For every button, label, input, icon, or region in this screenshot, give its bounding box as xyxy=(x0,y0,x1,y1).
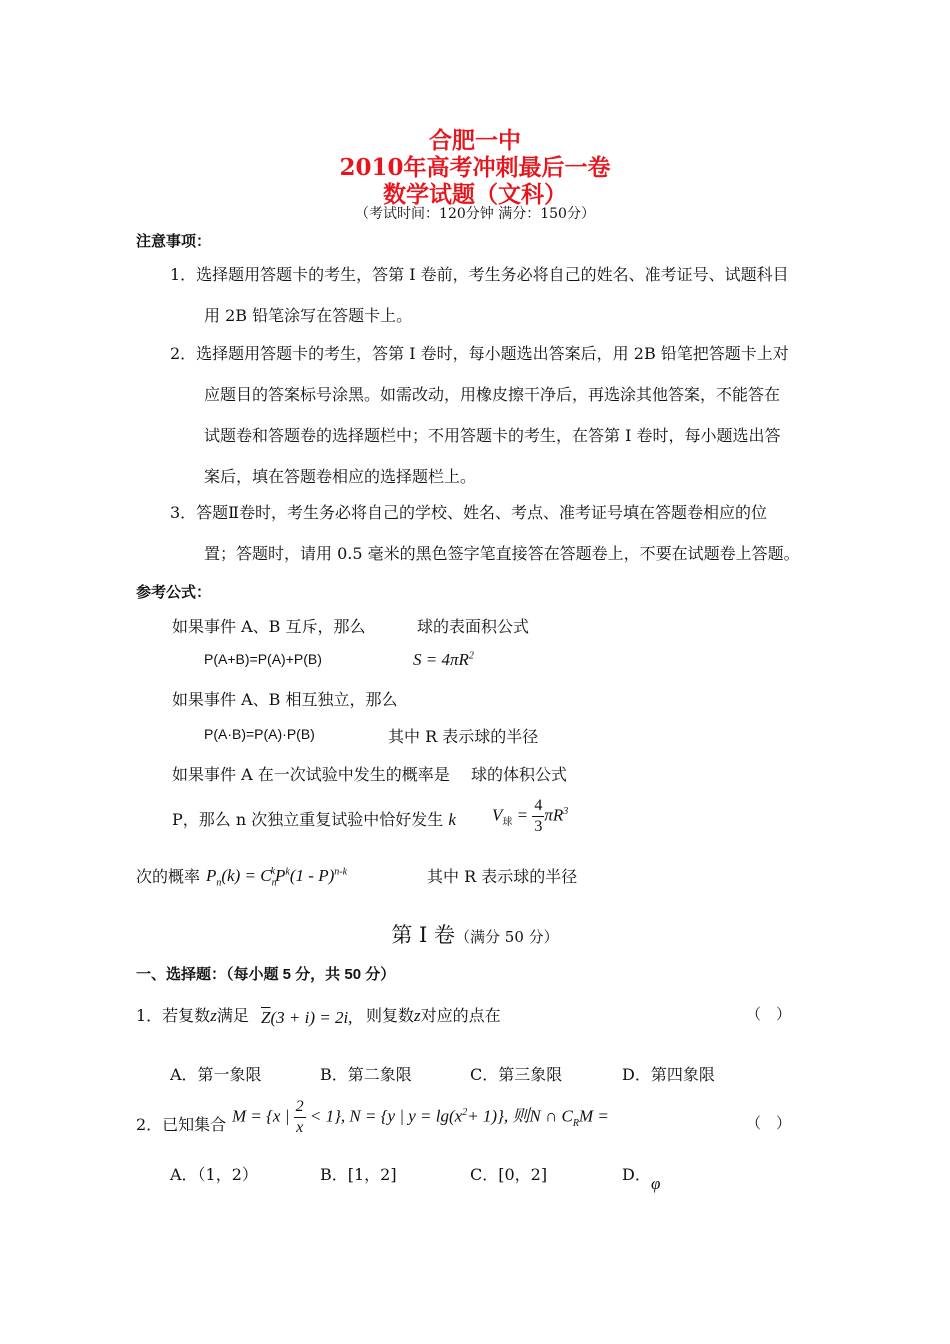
note-2-line-4: 案后，填在答题卷相应的选择题栏上。 xyxy=(204,467,477,486)
question-1-option-b: B．第二象限 xyxy=(320,1065,412,1084)
question-1-stem: 1．若复数z满足 xyxy=(136,1006,249,1025)
independent-text: 如果事件 A、B 相互独立，那么 xyxy=(172,690,398,709)
empty-set-symbol: φ xyxy=(651,1174,661,1193)
school-name: 合肥一中 xyxy=(429,127,521,154)
sphere-volume-text: 球的体积公式 xyxy=(471,765,568,784)
note-3-line-2: 置；答题时，请用 0.5 毫米的黑色签字笔直接答在答题卷上，不要在试题卷上答题。 xyxy=(204,544,800,563)
note-3-line-1: 3．答题Ⅱ卷时，考生务必将自己的学校、姓名、考点、准考证号填在答题卷相应的位 xyxy=(170,503,768,522)
sphere-area-text: 球的表面积公式 xyxy=(417,617,530,636)
section-1-heading: 一、选择题：（每小题 5 分，共 50 分） xyxy=(136,966,396,983)
exam-info: （考试时间：120分钟 满分：150分） xyxy=(355,206,595,222)
question-2-set-expression: M = {x | $\frac{2}{x}$ < 1}, N = {y | $y = \lg(x^2+ 1)$}, 则N ∩ $C_RM$ = xyxy=(232,1098,609,1136)
repeat-text-1: 如果事件 A 在一次试验中发生的概率是 xyxy=(172,765,450,784)
formulas-heading: 参考公式： xyxy=(136,584,212,601)
mutex-text: 如果事件 A、B 互斥，那么 xyxy=(172,617,366,636)
question-1-option-d: D．第四象限 xyxy=(622,1065,715,1084)
repeat-text-3: 次的概率 xyxy=(136,867,201,886)
question-2-option-d: D． xyxy=(622,1165,651,1184)
part-1-title: 第 I 卷（满分 50 分） xyxy=(391,923,559,947)
question-1-stem-end: 则复数z对应的点在 xyxy=(366,1006,501,1025)
question-1-option-a: A．第一象限 xyxy=(170,1065,262,1084)
question-2-option-a: A．（1，2） xyxy=(170,1165,258,1184)
question-1-answer-bracket: （ ） xyxy=(746,1005,792,1023)
question-1-equation: $\overline{Z}(3 + i) = 2i$, xyxy=(261,1008,353,1027)
question-2-stem: 2．已知集合 xyxy=(136,1115,227,1134)
repeat-text-2: P，那么 n 次独立重复试验中恰好发生 k xyxy=(172,810,456,829)
question-2-answer-bracket: （ ） xyxy=(746,1114,792,1132)
note-2-line-1: 2．选择题用答题卡的考生，答第 I 卷时，每小题选出答案后，用 2B 铅笔把答题卡上对 xyxy=(170,344,789,363)
question-2-option-c: C．[0，2] xyxy=(470,1165,548,1184)
note-2-line-3: 试题卷和答题卷的选择题栏中；不用答题卡的考生，在答第 I 卷时，每小题选出答 xyxy=(204,426,781,445)
question-1-option-c: C．第三象限 xyxy=(470,1065,563,1084)
question-2-option-b: B．[1，2] xyxy=(320,1165,397,1184)
subject-title: 数学试题（文科） xyxy=(383,181,567,208)
independent-formula: P(A·B)=P(A)·P(B) xyxy=(204,726,315,742)
notes-heading: 注意事项： xyxy=(136,233,212,250)
exam-title: 2010年高考冲刺最后一卷 xyxy=(339,154,611,181)
sphere-volume-formula: $V_球$ = $\frac{4}{3}$ $\pi R^3$ xyxy=(492,797,569,835)
note-1-line-2: 用 2B 铅笔涂写在答题卡上。 xyxy=(204,306,413,325)
sphere-area-formula: $S = 4\pi R^2$ xyxy=(413,650,474,669)
note-2-line-2: 应题目的答案标号涂黑。如需改动，用橡皮擦干净后，再选涂其他答案，不能答在 xyxy=(204,385,781,404)
mutex-formula: P(A+B)=P(A)+P(B) xyxy=(204,651,322,667)
note-1-line-1: 1．选择题用答题卡的考生，答第 I 卷前，考生务必将自己的姓名、准考证号、试题科目 xyxy=(170,265,789,284)
radius-note-2: 其中 R 表示球的半径 xyxy=(427,867,578,886)
binomial-formula: $P_n(k) = C_n^kP^k(1 - P)^{n-k}$ xyxy=(206,866,348,889)
radius-note-1: 其中 R 表示球的半径 xyxy=(388,727,539,746)
